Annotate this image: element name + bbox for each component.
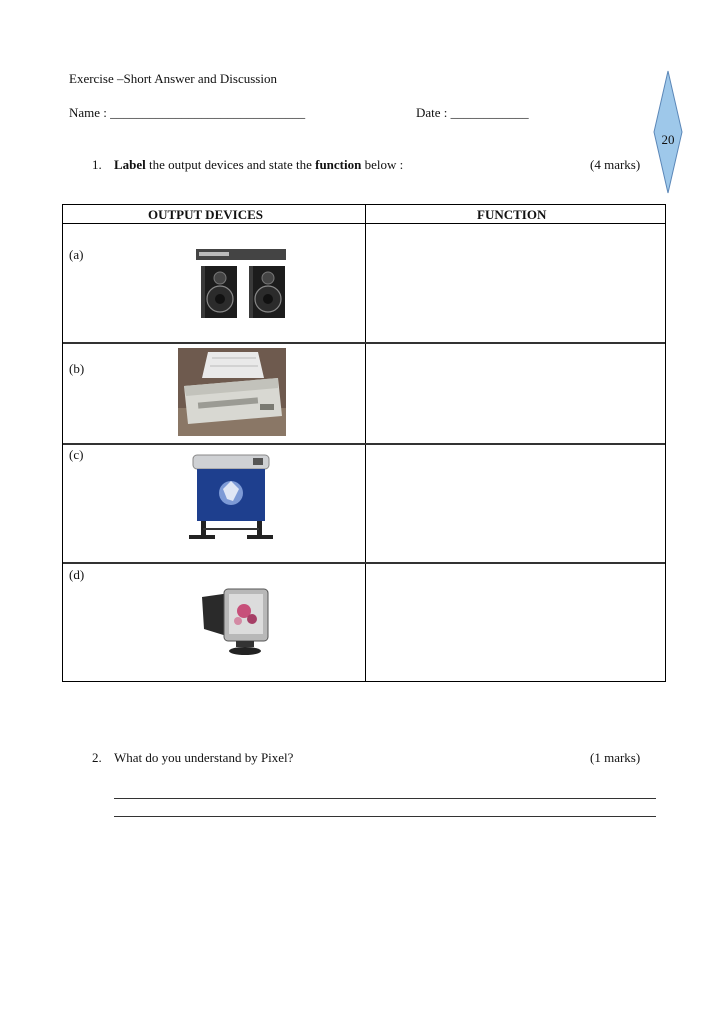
- question-1-marks: (4 marks): [590, 157, 641, 172]
- function-cell-d[interactable]: [366, 564, 665, 681]
- q1-bold-function: function: [315, 157, 362, 172]
- question-1-number: 1.: [92, 157, 102, 172]
- q1-text-part-2: below :: [361, 157, 404, 172]
- exercise-title: Exercise –Short Answer and Discussion: [69, 71, 277, 86]
- function-cell-b[interactable]: [366, 344, 665, 443]
- row-label-c: (c): [69, 447, 84, 462]
- score-value: 20: [661, 132, 675, 147]
- question-2-number: 2.: [92, 750, 102, 765]
- score-badge: [653, 70, 683, 194]
- crt-monitor-image: [200, 587, 270, 657]
- q1-bold-label: Label: [114, 157, 146, 172]
- dot-matrix-printer-image: [178, 348, 286, 436]
- output-devices-table: [62, 204, 666, 682]
- row-label-a: (a): [69, 247, 84, 262]
- answer-line-2[interactable]: [114, 816, 656, 817]
- question-1-text: [114, 157, 403, 173]
- date-field[interactable]: Date : ____________: [416, 105, 529, 120]
- name-field[interactable]: Name : ______________________________: [69, 105, 306, 120]
- plotter-image: [183, 453, 273, 543]
- function-cell-a[interactable]: [366, 224, 665, 342]
- question-2-marks: (1 marks): [590, 750, 641, 765]
- q1-text-part-1: the output devices and state the: [145, 157, 316, 172]
- answer-line-1[interactable]: [114, 798, 656, 799]
- column-header-function: FUNCTION: [477, 207, 547, 222]
- row-label-d: (d): [69, 567, 85, 582]
- function-cell-c[interactable]: [366, 445, 665, 562]
- question-2-text: What do you understand by Pixel?: [114, 750, 294, 765]
- column-header-devices: OUTPUT DEVICES: [148, 207, 263, 222]
- row-label-b: (b): [69, 361, 85, 376]
- speakers-image: [196, 249, 286, 319]
